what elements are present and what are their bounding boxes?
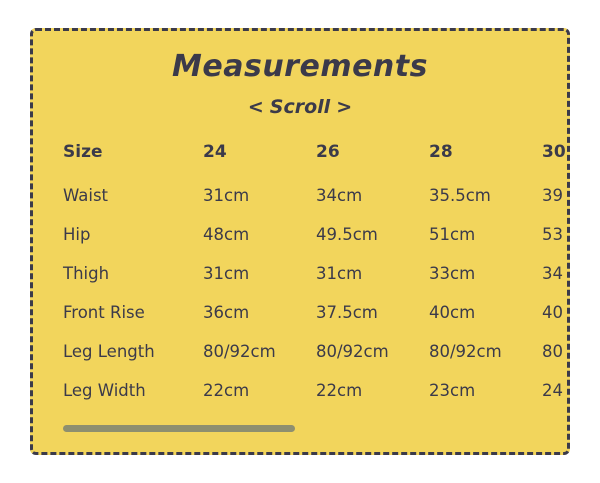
measurements-table [63,132,567,410]
column-header-24: 24 [203,142,227,162]
table-row [63,371,567,410]
cell-waist-30: 39 [542,186,563,205]
cell-leg-length-24: 80/92cm [203,342,276,361]
cell-leg-length-26: 80/92cm [316,342,389,361]
column-header-30: 30 [542,142,566,162]
chevron-left-icon[interactable]: < [247,96,264,118]
measurements-card [30,28,570,455]
row-label-hip: Hip [63,225,91,244]
row-label-leg-length: Leg Length [63,342,155,361]
cell-hip-30: 53 [542,225,563,244]
scroll-hint-label: Scroll [269,96,331,118]
row-label-leg-width: Leg Width [63,381,146,400]
table-body [63,176,567,410]
cell-hip-24: 48cm [203,225,250,244]
row-label-waist: Waist [63,186,109,205]
column-header-28: 28 [429,142,453,162]
column-header-size: Size [63,142,103,162]
table-row [63,293,567,332]
cell-leg-width-24: 22cm [203,381,250,400]
cell-thigh-28: 33cm [429,264,476,283]
cell-leg-length-30: 80 [542,342,563,361]
row-label-thigh: Thigh [63,264,110,283]
column-header-26: 26 [316,142,340,162]
chevron-right-icon[interactable]: > [336,96,353,118]
horizontal-scrollbar[interactable] [63,425,537,432]
cell-waist-28: 35.5cm [429,186,491,205]
cell-hip-26: 49.5cm [316,225,378,244]
scroll-hint[interactable] [33,96,567,118]
cell-front-rise-28: 40cm [429,303,476,322]
cell-thigh-26: 31cm [316,264,363,283]
cell-leg-width-26: 22cm [316,381,363,400]
cell-leg-width-28: 23cm [429,381,476,400]
table-header [63,132,567,176]
table-row [63,176,567,215]
row-label-front-rise: Front Rise [63,303,145,322]
page-title: Measurements [172,49,428,84]
cell-hip-28: 51cm [429,225,476,244]
cell-front-rise-24: 36cm [203,303,250,322]
measurements-table-scroll-area[interactable] [33,132,567,410]
cell-waist-26: 34cm [316,186,363,205]
table-row [63,332,567,371]
table-header-row [63,132,567,176]
cell-front-rise-26: 37.5cm [316,303,378,322]
table-row [63,215,567,254]
table-row [63,254,567,293]
scrollbar-thumb[interactable] [63,425,295,432]
cell-front-rise-30: 40 [542,303,563,322]
cell-thigh-24: 31cm [203,264,250,283]
cell-thigh-30: 34 [542,264,563,283]
cell-leg-length-28: 80/92cm [429,342,502,361]
cell-waist-24: 31cm [203,186,250,205]
cell-leg-width-30: 24 [542,381,563,400]
